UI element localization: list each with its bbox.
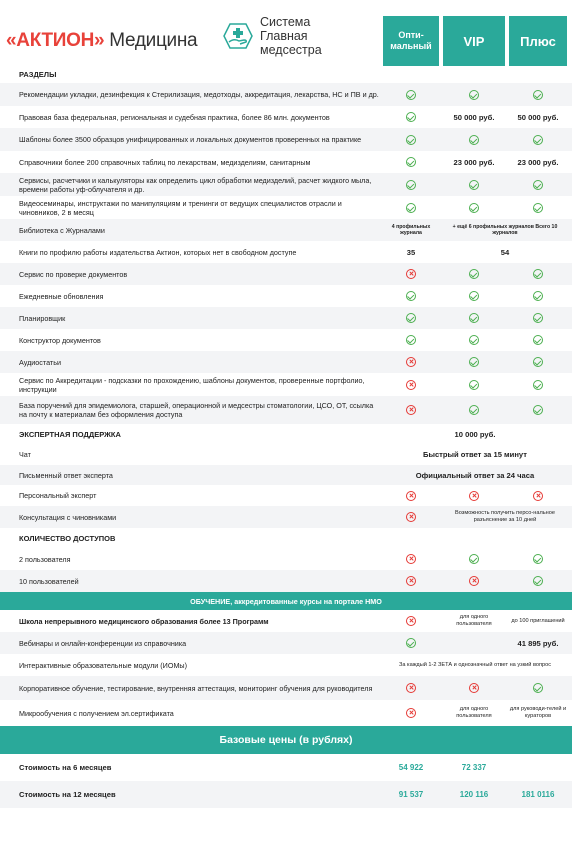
table-row xyxy=(0,285,572,307)
cell-text: Быстрый ответ за 15 минут xyxy=(423,450,527,459)
row-label: Справочники более 200 справочных таблиц по лекарствам, медизделиям, санитарным xyxy=(19,157,311,167)
cell-optimal xyxy=(383,380,439,390)
row-label: Персональный эксперт xyxy=(19,491,97,500)
cell-optimal xyxy=(383,616,439,626)
system-name xyxy=(260,15,322,57)
check-icon xyxy=(469,554,479,564)
cell-vip xyxy=(443,135,505,145)
table-row xyxy=(0,654,572,676)
cell-optimal xyxy=(383,335,439,345)
cell-text: 50 000 руб. xyxy=(453,112,495,122)
cell-text: За каждый 1-2 ЗЕТА и однозначный ответ на узкий вопрос xyxy=(398,661,552,668)
medical-hand-icon xyxy=(222,20,254,52)
check-icon xyxy=(406,335,416,345)
table-row xyxy=(0,307,572,329)
row-label: Рекомендации укладки, дезинфекция к Стерилизация, медотходы, аккредитация, лекарства, НС и ПВ и др. xyxy=(19,90,379,99)
cell-vip xyxy=(443,335,505,345)
check-icon xyxy=(469,135,479,145)
cell-optimal xyxy=(383,638,439,648)
row-label: Школа непрерывного медицинского образования более 13 Программ xyxy=(19,616,269,626)
table-row xyxy=(0,396,572,424)
section-banner xyxy=(0,592,572,610)
row-label: Конструктор документов xyxy=(19,335,101,345)
cell-text: Возможность получить персо-нальное разъяснение за 10 дней xyxy=(455,510,555,523)
row-label: Книги по профилю работы издательства Актион, которых нет в свободном доступе xyxy=(19,247,297,257)
row-label: Сервис по проверке документов xyxy=(19,269,128,279)
row-label: 2 пользователя xyxy=(19,554,71,564)
table-row xyxy=(0,241,572,263)
plan-header-optimal: Опти-мальный xyxy=(383,16,439,66)
check-icon xyxy=(533,554,543,564)
cross-icon xyxy=(469,491,479,501)
cross-icon xyxy=(406,576,416,586)
cell-vip xyxy=(443,90,505,100)
cell-optimal xyxy=(383,291,439,301)
cell-plus xyxy=(509,158,567,167)
cell-vip xyxy=(443,113,505,122)
check-icon xyxy=(406,135,416,145)
cell-optimal xyxy=(383,576,439,586)
row-label: Микрообучения с получением эл.сертификата xyxy=(19,708,174,718)
price-optimal xyxy=(383,790,439,799)
cell-optimal xyxy=(383,90,439,100)
check-icon xyxy=(469,405,479,415)
cell-plus xyxy=(509,313,567,323)
cross-icon xyxy=(406,269,416,279)
cell-text: 23 000 руб. xyxy=(453,157,495,167)
cell-plus xyxy=(509,380,567,390)
price-label: Стоимость на 12 месяцев xyxy=(19,790,116,799)
cell-optimal xyxy=(383,135,439,145)
table-row xyxy=(0,219,572,241)
cell-plus xyxy=(509,180,567,190)
prices-title: Базовые цены (в рублях) xyxy=(219,734,353,746)
cell-vip-plus xyxy=(443,224,567,236)
header xyxy=(0,0,572,66)
row-label: Сервис по Аккредитации - подсказки по прохождению, шаблоны документов, проверенные портфолио, инструкции xyxy=(19,375,365,394)
table-row xyxy=(0,632,572,654)
table-row xyxy=(0,329,572,351)
cell-text: 4 профильных журнала xyxy=(391,224,431,236)
cell-plus xyxy=(509,203,567,213)
cross-icon xyxy=(533,491,543,501)
cell-vip xyxy=(443,576,505,586)
check-icon xyxy=(533,380,543,390)
cell-all-plans xyxy=(383,450,567,459)
cell-all-plans xyxy=(383,471,567,480)
table-row xyxy=(0,485,572,506)
check-icon xyxy=(533,405,543,415)
row-label: Видеосеминары, инструктажи по манипуляциям и тренинги от ведущих специалистов отрасли и чиновников, 2 в месяц xyxy=(19,198,342,217)
cell-plus xyxy=(509,576,567,586)
cell-optimal xyxy=(383,248,439,257)
cell-vip xyxy=(443,614,505,627)
price-vip xyxy=(443,790,505,799)
table-row xyxy=(0,196,572,219)
cell-plus xyxy=(509,639,567,648)
row-label: Сервисы, расчетчики и калькуляторы как определить цикл обработки медизделий, расчет жидкого мыла, времени работы уф-облучателя и др. xyxy=(19,175,372,194)
cell-plus xyxy=(509,491,567,501)
check-icon xyxy=(533,291,543,301)
section-header xyxy=(0,528,572,548)
cross-icon xyxy=(406,554,416,564)
price-optimal xyxy=(383,763,439,772)
price-value: 72 337 xyxy=(461,763,487,772)
price-row xyxy=(0,754,572,781)
check-icon xyxy=(406,157,416,167)
cell-optimal xyxy=(383,357,439,367)
cell-text: для руководи-телей и кураторов xyxy=(509,706,567,719)
brand-sub: Медицина xyxy=(109,30,198,51)
table-row xyxy=(0,465,572,485)
check-icon xyxy=(533,683,543,693)
row-label: КОЛИЧЕСТВО ДОСТУПОВ xyxy=(19,533,116,543)
cross-icon xyxy=(406,683,416,693)
system-logo xyxy=(222,15,322,57)
row-label: Шаблоны более 3500 образцов унифицированных и локальных документов проверенных на практике xyxy=(19,135,362,144)
row-label: Аудиостатьи xyxy=(19,357,61,367)
cell-optimal xyxy=(383,708,439,718)
check-icon xyxy=(406,203,416,213)
cell-text: 50 000 руб. xyxy=(517,112,559,122)
cell-plus xyxy=(509,335,567,345)
cell-text: 10 000 руб. xyxy=(454,429,496,439)
cell-plus xyxy=(509,113,567,122)
price-vip xyxy=(443,763,505,772)
table-row xyxy=(0,351,572,373)
cell-optimal xyxy=(383,554,439,564)
check-icon xyxy=(533,313,543,323)
cell-vip xyxy=(443,180,505,190)
row-label: Вебинары и онлайн-конференции из справочника xyxy=(19,638,187,648)
prices-banner xyxy=(0,726,572,754)
row-label: Консультация с чиновниками xyxy=(19,512,117,522)
cell-optimal xyxy=(383,112,439,122)
check-icon xyxy=(406,90,416,100)
cell-vip xyxy=(443,158,505,167)
cell-plus xyxy=(509,554,567,564)
table-row xyxy=(0,700,572,726)
check-icon xyxy=(533,90,543,100)
table-row xyxy=(0,506,572,528)
check-icon xyxy=(406,291,416,301)
check-icon xyxy=(469,313,479,323)
check-icon xyxy=(469,90,479,100)
table-row xyxy=(0,548,572,570)
aktion-logo xyxy=(6,30,197,52)
table-row xyxy=(0,83,572,106)
cell-optimal xyxy=(383,157,439,167)
section-header xyxy=(0,66,572,83)
banner-label: ОБУЧЕНИЕ, аккредитованные курсы на портале НМО xyxy=(190,596,382,606)
cell-plus xyxy=(509,357,567,367)
cell-text: до 100 приглашений xyxy=(511,617,565,624)
cell-optimal xyxy=(383,224,439,236)
cell-plus xyxy=(509,291,567,301)
price-value: 120 116 xyxy=(459,790,489,799)
cell-optimal xyxy=(383,491,439,501)
cell-text: 41 895 руб. xyxy=(517,638,559,648)
brand-name: «АКТИОН» xyxy=(6,30,105,51)
cell-vip xyxy=(443,683,505,693)
table-row xyxy=(0,263,572,285)
cell-text: + ещё 6 профильных журналов Всего 10 журналов xyxy=(452,224,558,236)
row-label: Письменный ответ эксперта xyxy=(19,470,113,480)
system-line-2: Главная xyxy=(260,29,308,43)
check-icon xyxy=(469,203,479,213)
cell-vip xyxy=(443,405,505,415)
table-row xyxy=(0,570,572,592)
system-line-1: Система xyxy=(260,15,311,29)
price-label: Стоимость на 6 месяцев xyxy=(19,763,112,772)
cell-vip-plus xyxy=(443,510,567,523)
table-row xyxy=(0,151,572,173)
cell-vip xyxy=(443,269,505,279)
table-row xyxy=(0,444,572,465)
price-value: 181 0116 xyxy=(521,790,555,799)
cross-icon xyxy=(406,405,416,415)
row-label: Интерактивные образовательные модули (ИОМы) xyxy=(19,660,187,670)
cell-vip xyxy=(443,291,505,301)
row-label: 10 пользователей xyxy=(19,576,79,586)
table-row xyxy=(0,373,572,396)
cell-optimal xyxy=(383,405,439,415)
price-row xyxy=(0,781,572,808)
row-label: ЭКСПЕРТНАЯ ПОДДЕРЖКА xyxy=(19,429,121,439)
plan-header-vip: VIP xyxy=(443,16,505,66)
cell-vip xyxy=(443,357,505,367)
table-row xyxy=(0,173,572,196)
cell-vip xyxy=(443,203,505,213)
price-value: 54 922 xyxy=(398,763,424,772)
row-label: Чат xyxy=(19,450,31,459)
cross-icon xyxy=(406,357,416,367)
table-row xyxy=(0,610,572,632)
cell-vip-plus xyxy=(443,248,567,257)
cell-optimal xyxy=(383,512,439,522)
cell-text: 35 xyxy=(406,247,416,257)
check-icon xyxy=(533,203,543,213)
cross-icon xyxy=(469,576,479,586)
cell-plus xyxy=(509,405,567,415)
check-icon xyxy=(406,638,416,648)
cell-text: для одного пользователя xyxy=(456,614,492,627)
plan-header-plus: Плюс xyxy=(509,16,567,66)
check-icon xyxy=(406,313,416,323)
cell-vip xyxy=(443,313,505,323)
check-icon xyxy=(469,357,479,367)
cell-optimal xyxy=(383,313,439,323)
cell-optimal xyxy=(383,180,439,190)
section-header xyxy=(0,424,572,444)
row-label: Ежедневные обновления xyxy=(19,291,104,301)
row-label: База поручений для эпидемиолога, старшей, операционной и медсестры стоматологии, ЦСО, ОТ, ссылка на почту к материалам без оформления доступа xyxy=(19,401,374,419)
cell-optimal xyxy=(383,269,439,279)
cell-text: 54 xyxy=(500,247,510,257)
cell-plus xyxy=(509,706,567,719)
cell-vip xyxy=(443,554,505,564)
cell-plus xyxy=(509,90,567,100)
check-icon xyxy=(406,180,416,190)
cross-icon xyxy=(406,512,416,522)
check-icon xyxy=(469,291,479,301)
cell-vip xyxy=(443,491,505,501)
cell-text: 23 000 руб. xyxy=(517,157,559,167)
system-line-3: медсестра xyxy=(260,43,322,57)
cell-plus xyxy=(509,618,567,625)
check-icon xyxy=(533,335,543,345)
row-label: РАЗДЕЛЫ xyxy=(19,70,57,79)
price-value: 91 537 xyxy=(398,790,424,799)
row-label: Правовая база федеральная, региональная и судебная практика, более 86 млн. документов xyxy=(19,112,330,122)
table-row xyxy=(0,106,572,128)
cross-icon xyxy=(469,683,479,693)
cell-all-plans xyxy=(383,430,567,439)
check-icon xyxy=(533,269,543,279)
cell-vip xyxy=(443,380,505,390)
cell-optimal xyxy=(383,203,439,213)
cell-text: для одного пользователя xyxy=(456,706,492,719)
cell-plus xyxy=(509,269,567,279)
features-table xyxy=(0,66,572,808)
check-icon xyxy=(533,180,543,190)
cross-icon xyxy=(406,616,416,626)
price-plus xyxy=(509,790,567,799)
check-icon xyxy=(533,357,543,367)
cell-plus xyxy=(509,683,567,693)
row-label: Библиотека с Журналами xyxy=(19,225,105,235)
cell-text: Официальный ответ за 24 часа xyxy=(415,470,535,480)
cross-icon xyxy=(406,491,416,501)
check-icon xyxy=(406,112,416,122)
check-icon xyxy=(469,335,479,345)
cell-optimal xyxy=(383,683,439,693)
cell-vip xyxy=(443,706,505,719)
cross-icon xyxy=(406,380,416,390)
cross-icon xyxy=(406,708,416,718)
check-icon xyxy=(469,269,479,279)
row-label: Корпоративное обучение, тестирование, внутренняя аттестация, мониторинг обучения для руководителя xyxy=(19,683,373,693)
cell-all-plans xyxy=(383,662,567,669)
check-icon xyxy=(533,135,543,145)
table-row xyxy=(0,128,572,151)
row-label: Планировщик xyxy=(19,313,66,323)
check-icon xyxy=(469,380,479,390)
table-row xyxy=(0,676,572,700)
check-icon xyxy=(469,180,479,190)
cell-plus xyxy=(509,135,567,145)
check-icon xyxy=(533,576,543,586)
